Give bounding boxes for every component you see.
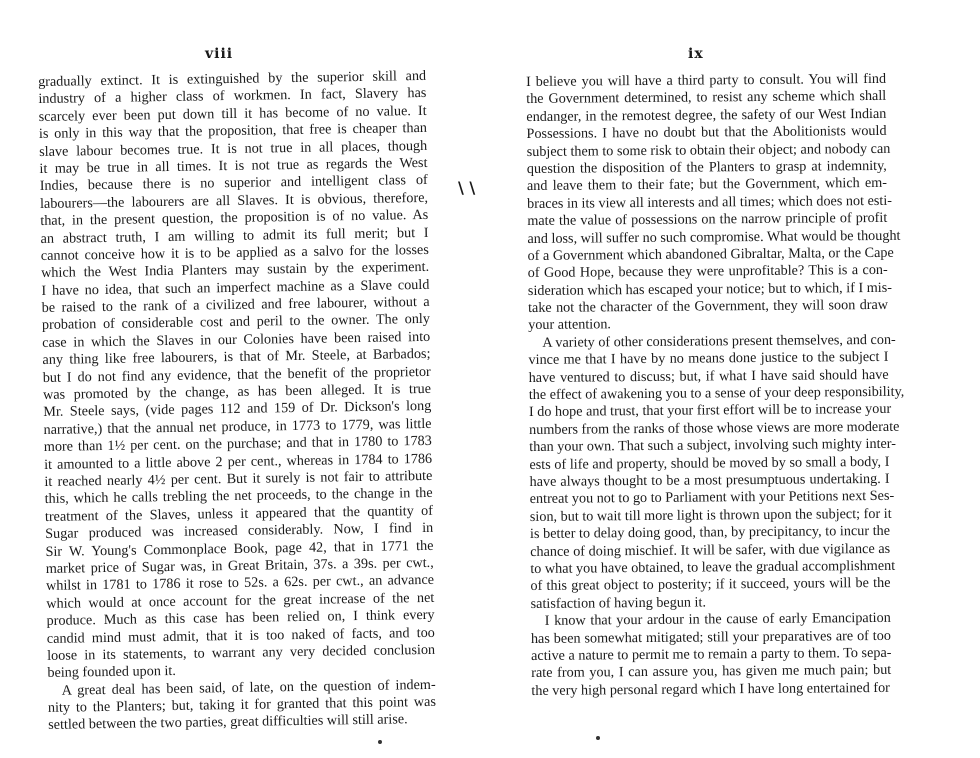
text-line: endanger, in the remotest degree, the safety of our West Indian [526,105,887,125]
text-line: I believe you will have a third party to consult. You will find [526,70,887,90]
text-line: slave labour becomes true. It is not true in all places, though [39,137,428,160]
text-line: A great deal has been said, of late, on the question of indem- [61,676,436,699]
text-line: have ventured to discuss; but, if what I have said should have [528,366,889,386]
text-line: numbers from the ranks of those whose views are more moderate [529,418,900,438]
text-line: being founded upon it. [47,663,176,682]
text-line: Mr. Steele says, (vide pages 112 and 159 of Dr. Dickson's long [43,398,432,421]
text-line: any thing like free labourers, is that of Mr. Steele, at Barbados; [42,346,431,369]
text-line: chance of doing mischief. It will be safer, with due vigilance as [530,540,891,560]
text-line: but I do not find any evidence, that the benefit of the proprietor [42,363,431,386]
text-line: and loss, will suffer no such compromise. What would be thought [527,227,901,247]
text-line: it amounted to a little above 2 per cent., whereas in 1784 to 1786 [44,450,433,473]
text-line: candid mind must admit, that it is too naked of facts, and too [46,624,435,647]
text-line: I know that your ardour in the cause of early Emancipation [544,609,891,629]
text-line: this, which he calls trebling the net proceeds, to the change in the [44,485,433,508]
text-line: the effect of awakening you to a sense of your deep responsibility, [528,383,905,404]
text-line: sion, but to wait till more light is thrown upon the subject; for it [529,505,892,525]
text-line: treatment of the Slaves, unless it appeared that the quantity of [44,502,434,525]
text-line: vince me that I have by no means done justice to the subject I [528,349,889,369]
text-line: of this great object to posterity; if it succeed, yours will be the [530,575,891,595]
text-line: I do hope and trust, that your first effort will be to increase your [528,401,892,421]
text-line: gradually extinct. It is extinguished by the superior skill and [38,67,427,90]
right-footer-mark [596,736,600,740]
text-line: cannot conceive how it is to be applied as a salvo for the losses [40,241,429,264]
text-line: take not the character of the Government, they will soon draw [527,296,889,317]
text-line: question the disposition of the Planters to grasp at indemnity, [526,157,887,177]
page-number-right: ix [688,46,704,62]
text-line: entreat you not to go to Parliament with your Petitions next Ses- [529,488,895,508]
text-line: Sir W. Young's Commonplace Book, page 42, that in 1771 the [45,537,434,560]
right-page [490,0,980,758]
text-line: of a Government which abandoned Gibraltar, Malta, or the Cape [527,244,894,264]
text-line: braces in its view all interests and all times; which does not esti- [527,192,893,212]
gutter-mark: \ \ [458,178,476,197]
text-line: the Government determined, to resist any scheme which shall [526,88,887,108]
text-line: loose in its statements, to warrant any very decided conclusion [47,641,436,664]
text-line: A variety of other considerations present themselves, and con- [542,331,896,351]
text-line: probation of considerable cost and peril to the owner. The only [41,311,431,334]
text-line: the very high personal regard which I have long entertained for [531,679,890,699]
text-line: an abstract truth, I am willing to admit its full merit; but I [40,224,429,247]
text-line: active a nature to permit me to remain a party to them. To sepa- [531,644,892,664]
text-line: mate the value of possessions on the narrow principle of profit [527,209,888,230]
text-line: subject them to some risk to obtain their object; and nobody can [526,140,891,160]
text-line: it may be true in all times. It is not true as regards the West [39,154,428,177]
text-line: has been somewhat mitigated; still your preparatives are of too [530,627,891,647]
page-number-left: viii [205,46,234,62]
text-line: rate from you, I can assure you, has given me much pain; but [531,662,892,682]
right-page-text [526,70,905,700]
text-line: was promoted by the change, as has been alleged. It is true [42,380,432,403]
text-line: I have no idea, that such an imperfect machine as a Slave could [41,276,430,299]
text-line: case in which the Slaves in our Colonies have been raised into [42,328,431,351]
text-line: labourers—the labourers are all Slaves. It is obvious, therefore, [39,189,429,212]
text-line: have always thought to be a most presumptuous undertaking. I [529,470,890,490]
text-line: produce. Much as this case has been relied on, I think every [46,606,435,630]
text-line: that, in the present question, the proposition is of no value. As [40,207,429,230]
text-line: Sugar produced was increased considerably. Now, I find in [45,520,434,543]
text-line: scarcely ever been put down till it has become of no value. It [38,102,427,125]
text-line: whilst in 1781 to 1786 it rose to 52s. a 62s. per cwt., an advance [45,572,435,595]
left-page-text [38,68,436,735]
text-line: Indies, because there is no superior and intelligent class of [39,172,428,195]
text-line: and leave them to their fate; but the Government, which em- [526,175,888,195]
text-line: sideration which has escaped your notice; but to which, if I mis- [527,279,893,299]
text-line: be raised to the rank of a civilized and free labourer, without a [41,293,430,317]
text-line: satisfaction of having begun it. [530,594,707,612]
text-line: ests of life and property, should be moved by so small a body, I [529,453,890,473]
text-line: which would at once account for the great increase of the net [46,589,435,612]
text-line: Possessions. I have no doubt but that the Abolitionists would [526,123,887,143]
text-line: narrative,) that the annual net produce, in 1773 to 1779, was little [43,415,432,438]
text-line: of Good Hope, because they were unprofitable? This is a con- [527,262,888,282]
text-line: to what you have obtained, to leave the gradual accomplishment [530,557,896,577]
text-line: is only in this way that the proposition, that free is cheaper than [38,120,428,143]
text-line: market price of Sugar was, in Great Britain, 37s. a 39s. per cwt., [45,554,434,577]
text-line: settled between the two parties, great difficulties will still arise. [48,711,408,734]
text-line: is better to delay doing good, than, by precipitancy, to incur the [529,522,891,543]
text-line: nity to the Planters; but, taking it for granted that this point was [47,693,437,716]
text-line: which the West India Planters may sustain by the experiment. [41,259,430,282]
text-line: your attention. [528,316,612,334]
text-line: than your own. That such a subject, involving such mighty inter- [529,435,897,456]
left-footer-mark [378,740,382,744]
text-line: more than 1½ per cent. on the purchase; and that in 1780 to 1783 [43,433,432,456]
text-line: industry of a higher class of workmen. In fact, Slavery has [38,85,427,108]
text-line: it reached nearly 4½ per cent. But it surely is not fair to attribute [44,467,433,490]
